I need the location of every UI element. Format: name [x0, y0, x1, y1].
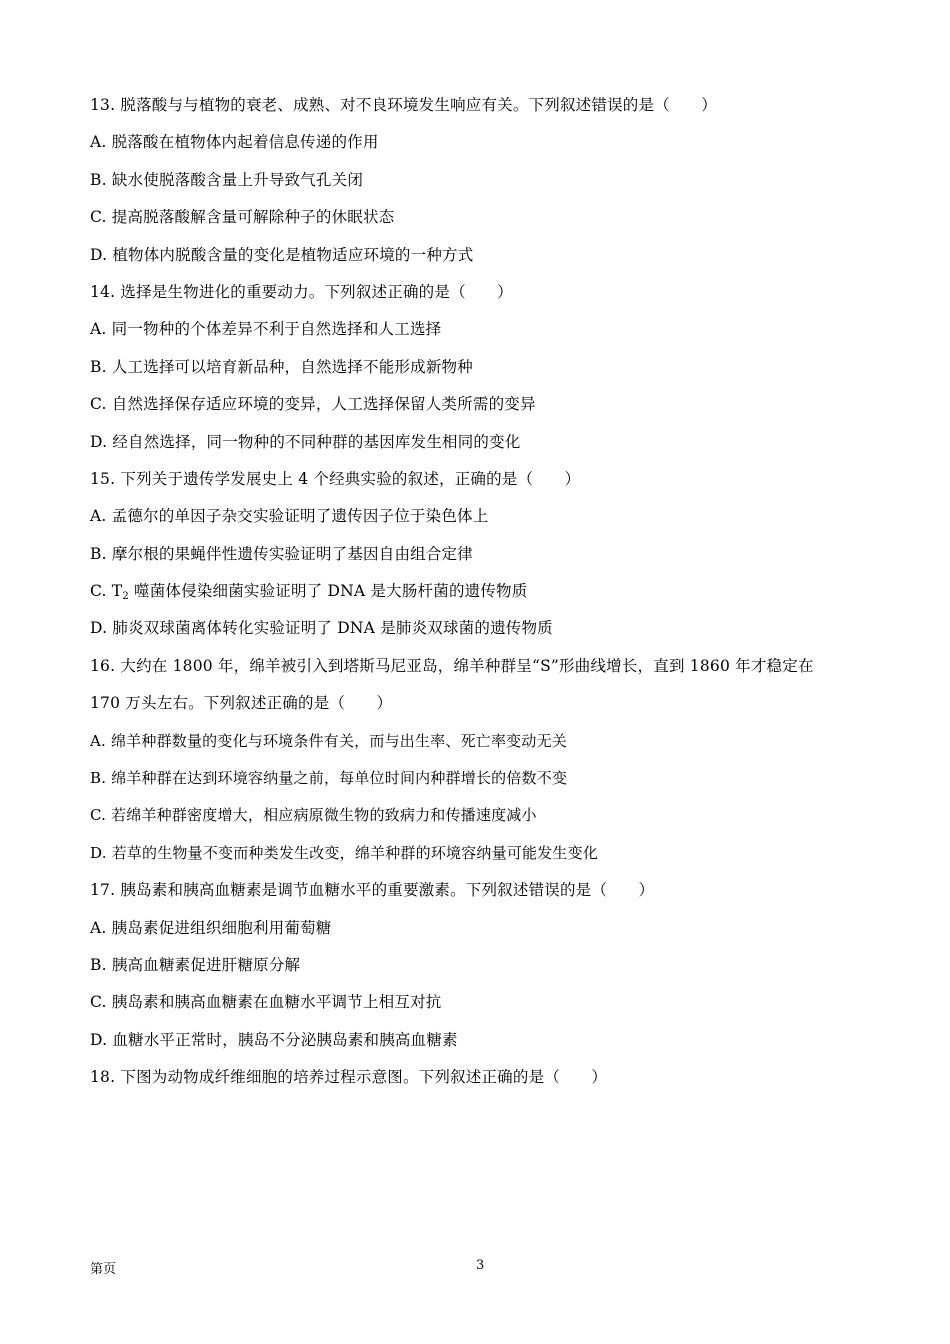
- question-17-option-c: C. 胰岛素和胰高血糖素在血糖水平调节上相互对抗: [90, 993, 442, 1012]
- question-16-option-a: A. 绵羊种群数量的变化与环境条件有关，而与出生率、死亡率变动无关: [90, 731, 567, 750]
- option-c-prefix: C. T: [90, 582, 123, 601]
- subscript-2: 2: [122, 591, 129, 603]
- question-14-stem: 14. 选择是生物进化的重要动力。下列叙述正确的是（ ）: [90, 282, 513, 301]
- question-13-option-d: D. 植物体内脱酸含量的变化是植物适应环境的一种方式: [90, 245, 474, 264]
- question-16-stem: 16. 大约在 1800 年，绵羊被引入到塔斯马尼亚岛，绵羊种群呈“S”形曲线增长，直到 1860 年才稳定在: [90, 656, 814, 675]
- question-13-stem: 13. 脱落酸与与植物的衰老、成熟、对不良环境发生响应有关。下列叙述错误的是（ ）: [90, 96, 717, 114]
- footer-page-number: 3: [476, 1258, 485, 1273]
- question-13-option-b: B. 缺水使脱落酸含量上升导致气孔关闭: [90, 170, 364, 189]
- question-16-option-c: C. 若绵羊种群密度增大，相应病原微生物的致病力和传播速度减小: [90, 806, 537, 825]
- question-18-stem: 18. 下图为动物成纤维细胞的培养过程示意图。下列叙述正确的是（ ）: [90, 1068, 608, 1087]
- question-17-stem: 17. 胰岛素和胰高血糖素是调节血糖水平的重要激素。下列叙述错误的是（ ）: [90, 881, 655, 900]
- question-17-option-d: D. 血糖水平正常时，胰岛不分泌胰岛素和胰高血糖素: [90, 1030, 458, 1049]
- question-15-option-c: [90, 581, 870, 618]
- question-15-stem: 15. 下列关于遗传学发展史上 4 个经典实验的叙述，正确的是（ ）: [90, 469, 581, 488]
- question-14-option-b: B. 人工选择可以培育新品种，自然选择不能形成新物种: [90, 357, 473, 376]
- footer-page-label: 第页: [90, 1262, 117, 1277]
- question-13-option-a: A. 脱落酸在植物体内起着信息传递的作用: [90, 133, 379, 152]
- question-list: [90, 95, 870, 1105]
- question-13-option-c: C. 提高脱落酸解含量可解除种子的休眠状态: [90, 208, 395, 227]
- question-16-stem-continued: 170 万头左右。下列叙述正确的是（ ）: [90, 694, 393, 713]
- question-15-option-a: A. 孟德尔的单因子杂交实验证明了遗传因子位于染色体上: [90, 507, 489, 526]
- question-16-option-b: B. 绵羊种群在达到环境容纳量之前，每单位时间内种群增长的倍数不变: [90, 769, 568, 788]
- question-16-option-d: D. 若草的生物量不变而种类发生改变，绵羊种群的环境容纳量可能发生变化: [90, 843, 599, 862]
- question-15-option-d: D. 肺炎双球菌离体转化实验证明了 DNA 是肺炎双球菌的遗传物质: [90, 619, 553, 638]
- question-14-option-d: D. 经自然选择，同一物种的不同种群的基因库发生相同的变化: [90, 432, 521, 451]
- question-14-option-a: A. 同一物种的个体差异不利于自然选择和人工选择: [90, 320, 442, 339]
- question-17-option-a: A. 胰岛素促进组织细胞利用葡萄糖: [90, 918, 332, 937]
- option-c-rest: 噬菌体侵染细菌实验证明了 DNA 是大肠杆菌的遗传物质: [128, 582, 528, 601]
- question-14-option-c: C. 自然选择保存适应环境的变异，人工选择保留人类所需的变异: [90, 395, 536, 414]
- question-15-option-b: B. 摩尔根的果蝇伴性遗传实验证明了基因自由组合定律: [90, 544, 473, 563]
- question-17-option-b: B. 胰高血糖素促进肝糖原分解: [90, 955, 301, 974]
